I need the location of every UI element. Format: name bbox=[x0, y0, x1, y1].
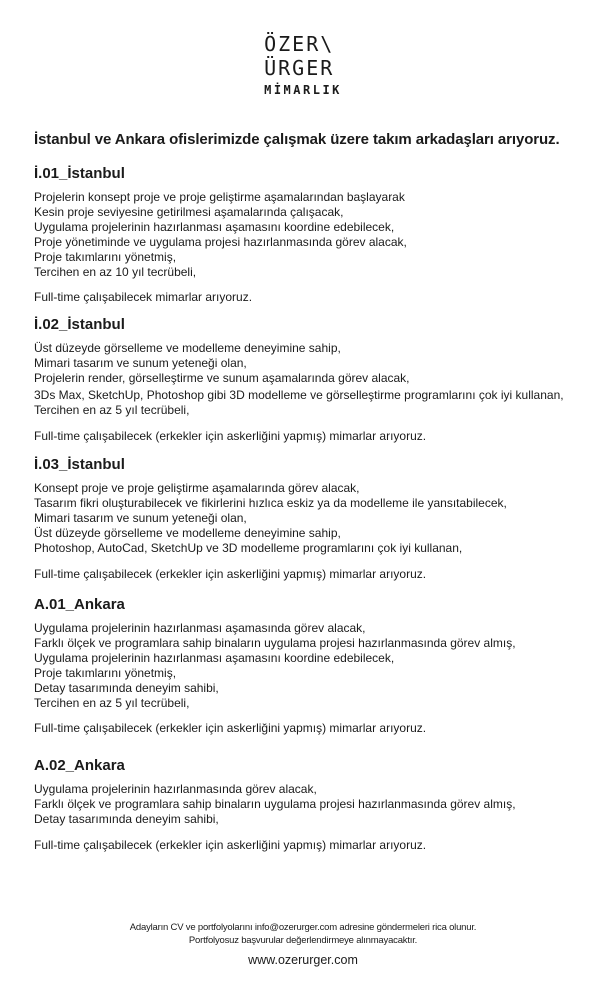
requirement-line: Farklı ölçek ve programlara sahip binaların uygulama projesi hazırlanmasında görev almış, bbox=[34, 796, 516, 811]
footer-portfolio-note: Portfolyosuz başvurular değerlendirmeye alınmayacaktır. bbox=[188, 934, 418, 946]
requirement-line: Üst düzeyde görselleme ve modelleme deneyimine sahip, bbox=[34, 525, 341, 540]
section-closing: Full-time çalışabilecek (erkekler için askerliğini yapmış) mimarlar arıyoruz. bbox=[34, 837, 427, 852]
job-section-i01 bbox=[34, 164, 594, 305]
footer-contact-note: Adayların CV ve portfolyolarını info@ozerurger.com adresine göndermeleri rica olunur. bbox=[129, 922, 477, 933]
requirement-line: Projelerin render, görselleştirme ve sunum aşamalarında görev alacak, bbox=[34, 370, 410, 385]
website-link[interactable]: www.ozerurger.com bbox=[248, 953, 358, 967]
requirement-line: Proje takımlarını yönetmiş, bbox=[34, 249, 177, 264]
requirement-line: Detay tasarımında deneyim sahibi, bbox=[34, 680, 219, 695]
requirement-line: Uygulama projelerinin hazırlanması aşamasında görev alacak, bbox=[34, 621, 366, 635]
requirement-line: Mimari tasarım ve sunum yeteneği olan, bbox=[34, 355, 247, 370]
requirement-line: Tercihen en az 10 yıl tecrübeli, bbox=[34, 264, 197, 279]
requirement-line: Proje takımlarını yönetmiş, bbox=[34, 665, 177, 680]
section-heading: İ.01_İstanbul bbox=[34, 165, 125, 182]
job-section-i03 bbox=[34, 455, 594, 581]
section-heading: A.02_Ankara bbox=[34, 757, 125, 774]
requirement-line: Proje yönetiminde ve uygulama projesi hazırlanmasında görev alacak, bbox=[34, 234, 407, 249]
section-closing: Full-time çalışabilecek (erkekler için askerliğini yapmış) mimarlar arıyoruz. bbox=[34, 566, 427, 581]
logo-line-3: MİMARLIK bbox=[264, 83, 342, 97]
requirement-line: Farklı ölçek ve programlara sahip binaların uygulama projesi hazırlanmasında görev almış, bbox=[34, 635, 516, 650]
section-closing: Full-time çalışabilecek (erkekler için askerliğini yapmış) mimarlar arıyoruz. bbox=[34, 721, 427, 736]
requirement-line: Tasarım fikri oluşturabilecek ve fikirlerini hızlıca eskiz ya da modelleme ile yansıtabilecek, bbox=[34, 495, 507, 510]
requirement-line: Projelerin konsept proje ve proje geliştirme aşamalarından başlayarak bbox=[34, 190, 405, 204]
requirement-line: Uygulama projelerinin hazırlanması aşamasını koordine edebilecek, bbox=[34, 219, 395, 234]
section-heading: İ.03_İstanbul bbox=[34, 456, 125, 473]
section-heading: İ.02_İstanbul bbox=[34, 316, 125, 333]
section-heading: A.01_Ankara bbox=[34, 596, 125, 613]
requirement-line: Tercihen en az 5 yıl tecrübeli, bbox=[34, 695, 190, 710]
logo-line-1: ÖZER\ bbox=[264, 32, 335, 56]
requirement-line: Mimari tasarım ve sunum yeteneği olan, bbox=[34, 510, 247, 525]
requirement-line: Uygulama projelerinin hazırlanması aşamasını koordine edebilecek, bbox=[34, 650, 395, 665]
company-logo bbox=[0, 32, 606, 99]
requirement-line: Uygulama projelerinin hazırlanmasında görev alacak, bbox=[34, 782, 317, 796]
requirement-line: Konsept proje ve proje geliştirme aşamalarında görev alacak, bbox=[34, 481, 360, 495]
job-section-i02 bbox=[34, 315, 594, 443]
section-closing: Full-time çalışabilecek (erkekler için askerliğini yapmış) mimarlar arıyoruz. bbox=[34, 428, 427, 443]
job-section-a01 bbox=[34, 595, 594, 736]
page-title: İstanbul ve Ankara ofislerimizde çalışmak üzere takım arkadaşları arıyoruz. bbox=[34, 131, 560, 148]
requirement-line: Kesin proje seviyesine getirilmesi aşamalarında çalışacak, bbox=[34, 204, 344, 219]
requirement-line: Üst düzeyde görselleme ve modelleme deneyimine sahip, bbox=[34, 341, 341, 355]
requirement-line: Photoshop, AutoCad, SketchUp ve 3D modelleme programlarını çok iyi kullanan, bbox=[34, 540, 463, 555]
logo-line-2: ÜRGER bbox=[264, 56, 335, 80]
requirement-line: Detay tasarımında deneyim sahibi, bbox=[34, 811, 219, 826]
job-section-a02 bbox=[34, 756, 594, 853]
footer bbox=[0, 922, 606, 968]
section-closing: Full-time çalışabilecek mimarlar arıyoruz. bbox=[34, 290, 253, 305]
requirement-line: 3Ds Max, SketchUp, Photoshop gibi 3D modelleme ve görselleştirme programlarını çok iyi kullanan, bbox=[34, 387, 564, 402]
requirement-line: Tercihen en az 5 yıl tecrübeli, bbox=[34, 402, 190, 417]
